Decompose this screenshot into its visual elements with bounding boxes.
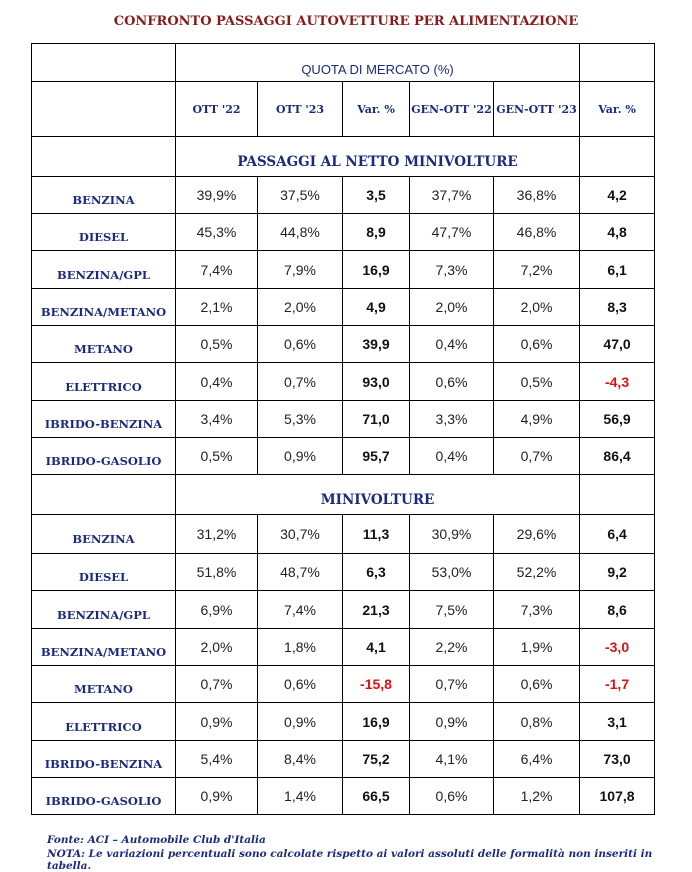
column-header-gen-ott-22: GEN-OTT '22 — [410, 82, 494, 137]
empty-header-cell — [580, 44, 655, 82]
share-cell: 29,6% — [494, 515, 580, 554]
empty-section-end — [580, 137, 655, 177]
share-cell: 39,9% — [176, 177, 258, 214]
row-label: IBRIDO-BENZINA — [32, 741, 176, 778]
share-cell: 0,6% — [410, 778, 494, 815]
share-cell: 30,9% — [410, 515, 494, 554]
share-cell: 0,9% — [258, 438, 343, 475]
empty-corner-cell — [32, 44, 176, 82]
row-label: BENZINA/GPL — [32, 591, 176, 629]
variation-cell: 16,9 — [343, 703, 410, 741]
share-cell: 7,2% — [494, 251, 580, 289]
variation-cell: 6,3 — [343, 554, 410, 591]
column-header-var-month: Var. % — [343, 82, 410, 137]
share-cell: 46,8% — [494, 214, 580, 251]
table-row — [32, 629, 655, 666]
table-row — [32, 554, 655, 591]
empty-section-label — [32, 137, 176, 177]
row-label: DIESEL — [32, 554, 176, 591]
row-label: METANO — [32, 326, 176, 363]
table-row — [32, 666, 655, 703]
share-cell: 1,9% — [494, 629, 580, 666]
section-header-row — [32, 137, 655, 177]
table-row — [32, 778, 655, 815]
variation-cell: 39,9 — [343, 326, 410, 363]
variation-cell: -3,0 — [580, 629, 655, 666]
empty-section-label — [32, 475, 176, 515]
share-cell: 0,5% — [176, 438, 258, 475]
share-cell: 2,0% — [410, 289, 494, 326]
variation-cell: 75,2 — [343, 741, 410, 778]
share-cell: 2,0% — [258, 289, 343, 326]
variation-cell: 73,0 — [580, 741, 655, 778]
share-cell: 48,7% — [258, 554, 343, 591]
column-header-row — [32, 82, 655, 137]
footnote: NOTA: Le variazioni percentuali sono calcolate rispetto ai valori assoluti delle formalità non inseriti in tabella. — [47, 848, 653, 872]
share-cell: 0,6% — [258, 326, 343, 363]
column-header-gen-ott-23: GEN-OTT '23 — [494, 82, 580, 137]
share-cell: 37,5% — [258, 177, 343, 214]
row-label: ELETTRICO — [32, 703, 176, 741]
share-cell: 4,9% — [494, 401, 580, 438]
variation-cell: 16,9 — [343, 251, 410, 289]
column-header-ott-22: OTT '22 — [176, 82, 258, 137]
share-cell: 30,7% — [258, 515, 343, 554]
table-row — [32, 703, 655, 741]
share-cell: 51,8% — [176, 554, 258, 591]
row-label: ELETTRICO — [32, 363, 176, 401]
share-cell: 0,9% — [176, 703, 258, 741]
share-cell: 31,2% — [176, 515, 258, 554]
variation-cell: 4,9 — [343, 289, 410, 326]
share-cell: 0,7% — [258, 363, 343, 401]
share-cell: 7,9% — [258, 251, 343, 289]
variation-cell: 3,1 — [580, 703, 655, 741]
section-title: MINIVOLTURE — [176, 475, 580, 515]
share-cell: 0,7% — [176, 666, 258, 703]
row-label: BENZINA/METANO — [32, 289, 176, 326]
empty-label-header — [32, 82, 176, 137]
share-cell: 2,0% — [494, 289, 580, 326]
quota-header-row — [32, 44, 655, 82]
variation-cell: 21,3 — [343, 591, 410, 629]
table-row — [32, 251, 655, 289]
variation-cell: 93,0 — [343, 363, 410, 401]
table-row — [32, 515, 655, 554]
share-cell: 0,9% — [258, 703, 343, 741]
share-cell: 0,6% — [494, 326, 580, 363]
variation-cell: 95,7 — [343, 438, 410, 475]
table-row — [32, 214, 655, 251]
row-label: IBRIDO-GASOLIO — [32, 778, 176, 815]
share-cell: 0,5% — [494, 363, 580, 401]
share-cell: 45,3% — [176, 214, 258, 251]
variation-cell: 4,8 — [580, 214, 655, 251]
variation-cell: 66,5 — [343, 778, 410, 815]
table-row — [32, 326, 655, 363]
share-cell: 5,4% — [176, 741, 258, 778]
column-header-ott-23: OTT '23 — [258, 82, 343, 137]
share-cell: 44,8% — [258, 214, 343, 251]
quota-header: QUOTA DI MERCATO (%) — [176, 44, 580, 82]
variation-cell: -4,3 — [580, 363, 655, 401]
row-label: IBRIDO-GASOLIO — [32, 438, 176, 475]
share-cell: 0,6% — [494, 666, 580, 703]
share-cell: 53,0% — [410, 554, 494, 591]
variation-cell: -1,7 — [580, 666, 655, 703]
column-header-var-ytd: Var. % — [580, 82, 655, 137]
share-cell: 0,6% — [258, 666, 343, 703]
variation-cell: 6,1 — [580, 251, 655, 289]
variation-cell: 56,9 — [580, 401, 655, 438]
share-cell: 0,7% — [410, 666, 494, 703]
share-cell: 36,8% — [494, 177, 580, 214]
share-cell: 0,9% — [176, 778, 258, 815]
share-cell: 6,9% — [176, 591, 258, 629]
share-cell: 0,7% — [494, 438, 580, 475]
share-cell: 6,4% — [494, 741, 580, 778]
variation-cell: 6,4 — [580, 515, 655, 554]
share-cell: 0,6% — [410, 363, 494, 401]
share-cell: 7,3% — [494, 591, 580, 629]
table-row — [32, 177, 655, 214]
table-row — [32, 363, 655, 401]
share-cell: 0,4% — [410, 438, 494, 475]
variation-cell: -15,8 — [343, 666, 410, 703]
share-cell: 0,4% — [176, 363, 258, 401]
empty-section-end — [580, 475, 655, 515]
variation-cell: 9,2 — [580, 554, 655, 591]
variation-cell: 86,4 — [580, 438, 655, 475]
share-cell: 37,7% — [410, 177, 494, 214]
source-note: Fonte: ACI – Automobile Club d'Italia — [47, 834, 266, 846]
row-label: BENZINA/GPL — [32, 251, 176, 289]
row-label: IBRIDO-BENZINA — [32, 401, 176, 438]
table-row — [32, 741, 655, 778]
share-cell: 2,0% — [176, 629, 258, 666]
table-row — [32, 401, 655, 438]
variation-cell: 4,1 — [343, 629, 410, 666]
row-label: BENZINA/METANO — [32, 629, 176, 666]
share-cell: 3,4% — [176, 401, 258, 438]
variation-cell: 11,3 — [343, 515, 410, 554]
share-cell: 5,3% — [258, 401, 343, 438]
variation-cell: 71,0 — [343, 401, 410, 438]
share-cell: 0,4% — [410, 326, 494, 363]
share-cell: 7,5% — [410, 591, 494, 629]
variation-cell: 47,0 — [580, 326, 655, 363]
page-title: CONFRONTO PASSAGGI AUTOVETTURE PER ALIMENTAZIONE — [113, 14, 579, 29]
share-cell: 1,4% — [258, 778, 343, 815]
row-label: BENZINA — [32, 515, 176, 554]
section-title: PASSAGGI AL NETTO MINIVOLTURE — [176, 137, 580, 177]
row-label: BENZINA — [32, 177, 176, 214]
variation-cell: 3,5 — [343, 177, 410, 214]
share-cell: 2,1% — [176, 289, 258, 326]
table-row — [32, 438, 655, 475]
table-row — [32, 289, 655, 326]
share-cell: 0,5% — [176, 326, 258, 363]
section-header-row — [32, 475, 655, 515]
share-cell: 0,8% — [494, 703, 580, 741]
share-cell: 7,4% — [258, 591, 343, 629]
share-cell: 4,1% — [410, 741, 494, 778]
share-cell: 1,2% — [494, 778, 580, 815]
share-cell: 47,7% — [410, 214, 494, 251]
row-label: DIESEL — [32, 214, 176, 251]
share-cell: 52,2% — [494, 554, 580, 591]
share-cell: 1,8% — [258, 629, 343, 666]
share-cell: 3,3% — [410, 401, 494, 438]
share-cell: 7,3% — [410, 251, 494, 289]
row-label: METANO — [32, 666, 176, 703]
share-cell: 8,4% — [258, 741, 343, 778]
variation-cell: 107,8 — [580, 778, 655, 815]
variation-cell: 8,3 — [580, 289, 655, 326]
variation-cell: 8,6 — [580, 591, 655, 629]
share-cell: 0,9% — [410, 703, 494, 741]
market-share-table — [31, 43, 655, 815]
share-cell: 7,4% — [176, 251, 258, 289]
variation-cell: 8,9 — [343, 214, 410, 251]
table-row — [32, 591, 655, 629]
share-cell: 2,2% — [410, 629, 494, 666]
variation-cell: 4,2 — [580, 177, 655, 214]
